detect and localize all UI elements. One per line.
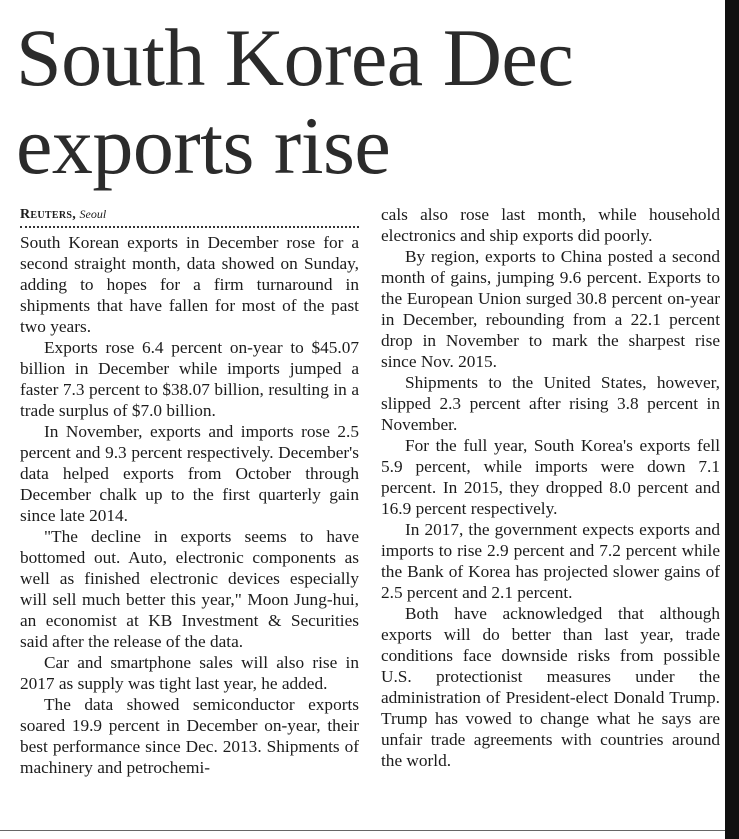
page-edge-bar bbox=[725, 0, 739, 839]
byline bbox=[20, 204, 359, 228]
paragraph: In November, exports and imports rose 2.5 percent and 9.3 percent respectively. December's data helped exports from October through December chalk up to the first quarterly gain since late 2014. bbox=[20, 422, 359, 525]
paragraph: By region, exports to China posted a second month of gains, jumping 9.6 percent. Exports to the European Union surged 30.8 percent on-year in December, rebounding from a 22.1 percent drop in November to mark the sharpest rise since Nov. 2015. bbox=[381, 247, 720, 371]
paragraph: Both have acknowledged that although exports will do better than last year, trade conditions face downside risks from possible U.S. protectionist measures under the administration of President-elect Donald Trump. Trump has vowed to change what he says are unfair trade agreements with countries around the world. bbox=[381, 604, 720, 770]
headline: South Korea Dec exports rise bbox=[16, 12, 574, 191]
paragraph: "The decline in exports seems to have bottomed out. Auto, electronic components as well as finished electronic devices especially will sell much better this year," Moon Jung-hui, an economist at KB Investment & Securities said after the release of the data. bbox=[20, 527, 359, 651]
paragraph: Exports rose 6.4 percent on-year to $45.07 billion in December while imports jumped a faster 7.3 percent to $38.07 billion, resulting in a trade surplus of $7.0 billion. bbox=[20, 338, 359, 420]
paragraph-continuation: cals also rose last month, while household electronics and ship exports did poorly. bbox=[381, 205, 720, 245]
article-column-left bbox=[20, 204, 359, 778]
paragraph: For the full year, South Korea's exports fell 5.9 percent, while imports were down 7.1 percent. In 2015, they dropped 8.0 percent and 16.9 percent respectively. bbox=[381, 436, 720, 518]
byline-agency: Reuters, bbox=[20, 207, 77, 222]
paragraph: Car and smartphone sales will also rise in 2017 as supply was tight last year, he added. bbox=[20, 653, 359, 693]
byline-city: Seoul bbox=[79, 207, 107, 221]
paragraph: The data showed semiconductor exports soared 19.9 percent in December on-year, their best performance since Dec. 2013. Shipments of machinery and petrochemi- bbox=[20, 695, 359, 777]
bottom-rule bbox=[0, 830, 725, 831]
paragraph: South Korean exports in December rose for a second straight month, data showed on Sunday, adding to hopes for a firm turnaround in shipments that have fallen for most of the past two years. bbox=[20, 233, 359, 336]
paragraph: Shipments to the United States, however, slipped 2.3 percent after rising 3.8 percent in November. bbox=[381, 373, 720, 434]
column-divider bbox=[369, 210, 370, 820]
paragraph: In 2017, the government expects exports and imports to rise 2.9 percent and 7.2 percent while the Bank of Korea has projected slower gains of 2.5 percent and 2.1 percent. bbox=[381, 520, 720, 602]
article-column-right bbox=[381, 204, 720, 771]
